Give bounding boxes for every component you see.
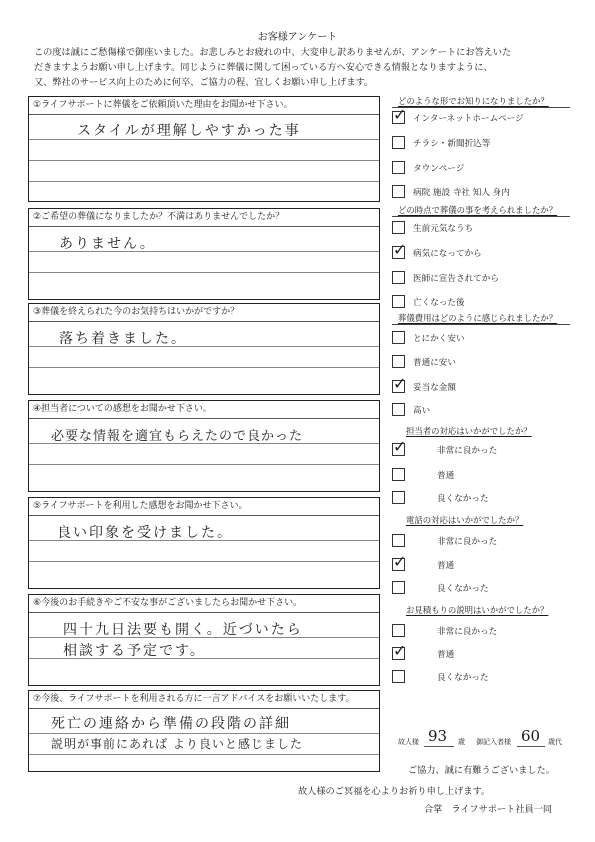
section-6-option-label: 非常に良かった <box>437 627 498 637</box>
answer-1-text[interactable]: スタイルが理解しやすかった事 <box>77 123 301 139</box>
section-1-option-label: 病院 施設 寺社 知人 身内 <box>413 188 510 198</box>
question-2-label: ②ご希望の葬儀になりましたか？不満はありませんでしたか？ <box>29 209 379 227</box>
section-1-checkbox[interactable] <box>392 185 405 198</box>
section-2-checkbox[interactable] <box>392 271 405 284</box>
intro-line: 又、弊社のサービス向上のために何卒、ご協力の程、宜しくお願い申し上げます。 <box>34 77 374 88</box>
section-1-option-label: インターネットホームページ <box>413 114 524 124</box>
section-4-option-label: 普通 <box>437 471 455 481</box>
section-2-checkbox[interactable] <box>392 295 405 308</box>
check-mark-icon: ✓ <box>393 105 407 124</box>
check-mark-icon: ✓ <box>393 552 407 571</box>
answer-5-text[interactable]: 良い印象を受けました。 <box>57 525 233 541</box>
age-unit-1: 歳 <box>458 738 465 746</box>
section-4-checkbox[interactable] <box>392 468 405 481</box>
section-6-checkbox[interactable] <box>392 624 405 637</box>
answer-7-text-1[interactable]: 死亡の連絡から準備の段階の詳細 <box>51 716 291 732</box>
answer-6-text-2[interactable]: 相談する予定です。 <box>63 643 206 659</box>
question-4-box <box>28 400 380 492</box>
section-4-title: 担当者の対応はいかがでしたか？ <box>406 426 532 436</box>
section-5-title: 電話の対応はいかがでしたか？ <box>406 515 524 525</box>
section-6-option-label: 普通 <box>437 650 455 660</box>
section-4-option-label: 良くなかった <box>437 494 489 504</box>
section-3-option-label: 普通に安い <box>413 358 456 368</box>
question-2-box <box>28 208 380 300</box>
question-1-box <box>28 96 380 202</box>
section-6-title: お見積もりの説明はいかがでしたか？ <box>406 605 549 615</box>
age-unit-2: 歳代 <box>548 738 562 746</box>
section-5-checkbox[interactable] <box>392 534 405 547</box>
intro-line: だきますようお願い申し上げます。同じように葬儀に関して困っている方へ安心できる情報となりますように、 <box>34 62 493 73</box>
question-3-box <box>28 303 380 395</box>
section-1-title: どのような形でお知りになりましたか？ <box>398 96 549 106</box>
check-mark-icon: ✓ <box>393 437 407 456</box>
answer-4-text[interactable]: 必要な情報を適宜もらえたので良かった <box>51 429 304 444</box>
question-3-label: ③葬儀を終えられた今のお気持ちはいかがですか？ <box>29 304 379 322</box>
intro-line: この度は誠にご愁傷様で御座いました。お悲しみとお疲れの中、大変申し訳ありませんが、アンケートにお答えいた <box>34 47 512 58</box>
section-5-checkbox[interactable] <box>392 581 405 594</box>
section-3-option-label: とにかく安い <box>413 334 465 344</box>
section-4-checkbox[interactable] <box>392 491 405 504</box>
question-6-box <box>28 594 380 686</box>
section-5-option-label: 普通 <box>437 561 455 571</box>
section-4-option-label: 非常に良かった <box>437 446 498 456</box>
section-3-option-label: 妥当な金額 <box>413 383 456 393</box>
page-title: お客様アンケート <box>257 32 338 43</box>
deceased-label: 故人様 <box>398 738 419 746</box>
question-7-box <box>28 690 380 772</box>
question-7-label: ⑦今後、ライフサポートを利用される方に一言アドバイスをお願いいたします。 <box>29 691 379 709</box>
section-6-option-label: 良くなかった <box>437 673 489 683</box>
deceased-age[interactable]: 93 <box>428 727 448 745</box>
question-4-label: ④担当者についての感想をお聞かせ下さい。 <box>29 401 379 419</box>
section-1-checkbox[interactable] <box>392 136 405 149</box>
question-5-label: ⑤ライフサポートを利用した感想をお聞かせ下さい。 <box>29 498 379 516</box>
section-6-checkbox[interactable] <box>392 670 405 683</box>
section-1-option-label: タウンページ <box>413 164 465 174</box>
intro-text <box>34 45 574 90</box>
signature-text: 合掌 ライフサポート社員一同 <box>424 804 553 815</box>
writer-label: 御記入者様 <box>476 738 511 746</box>
section-2-option-label: 生前元気なうち <box>413 224 474 234</box>
section-3-checkbox[interactable] <box>392 331 405 344</box>
section-3-option-label: 高い <box>413 406 431 416</box>
section-3-checkbox[interactable] <box>392 403 405 416</box>
section-3-title: 葬儀費用はどのように感じられましたか？ <box>398 313 558 323</box>
check-mark-icon: ✓ <box>393 374 407 393</box>
section-1-option-label: チラシ・新聞折込等 <box>413 139 491 149</box>
section-2-checkbox[interactable] <box>392 221 405 234</box>
section-2-option-label: 病気になってから <box>413 249 482 259</box>
prayer-text: 故人様のご冥福を心よりお祈り申し上げます。 <box>298 786 491 797</box>
question-1-label: ①ライフサポートに葬儀をご依頼頂いた理由をお聞かせ下さい。 <box>29 97 379 115</box>
writer-age[interactable]: 60 <box>521 727 541 745</box>
section-2-option-label: 医師に宣告されてから <box>413 274 499 284</box>
answer-6-text-1[interactable]: 四十九日法要も開く。近づいたら <box>63 622 303 638</box>
check-mark-icon: ✓ <box>393 240 407 259</box>
answer-2-text[interactable]: ありません。 <box>59 236 156 252</box>
answer-3-text[interactable]: 落ち着きました。 <box>59 331 187 347</box>
section-2-option-label: 亡くなった後 <box>413 298 465 308</box>
answer-7-text-2[interactable]: 説明が事前にあれば より良いと感じました <box>51 737 303 751</box>
section-5-option-label: 良くなかった <box>437 584 489 594</box>
section-1-checkbox[interactable] <box>392 161 405 174</box>
section-5-option-label: 非常に良かった <box>437 537 498 547</box>
question-6-label: ⑥今後のお手続きやご不安な事がございましたらお聞かせ下さい。 <box>29 595 379 613</box>
check-mark-icon: ✓ <box>393 641 407 660</box>
question-5-box <box>28 497 380 589</box>
section-3-checkbox[interactable] <box>392 355 405 368</box>
thanks-text: ご協力、誠に有難うございました。 <box>408 765 555 776</box>
section-2-title: どの時点で葬儀の事を考えられましたか？ <box>398 205 558 215</box>
